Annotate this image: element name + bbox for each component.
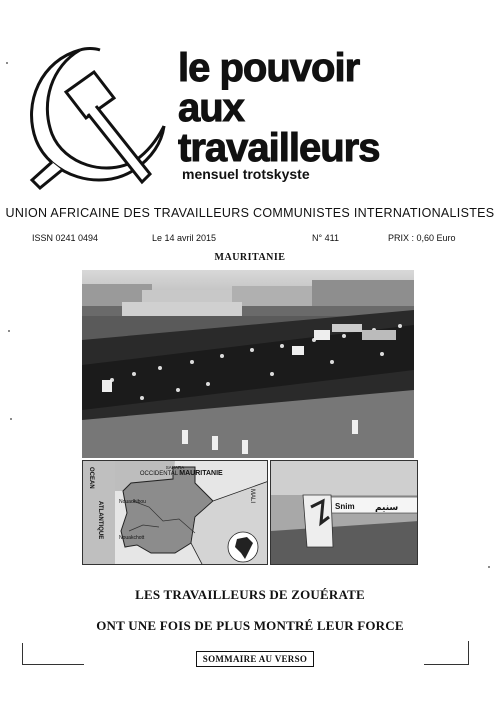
issn: ISSN 0241 0494 [32,233,99,243]
masthead-title-line3: travailleurs [178,126,380,170]
left-vertical-rule [22,643,23,665]
map-label-nouadhibou: Nouadhibou [119,499,146,505]
map-label-mauritanie: MAURITANIE [179,470,223,477]
masthead-title-line2: aux [178,86,244,130]
scan-speck [488,566,490,568]
right-vertical-rule [468,641,469,664]
issue-date: Le 14 avril 2015 [152,233,217,243]
hammer-sickle-logo [22,42,172,192]
snim-sign-latin: Snim [335,502,355,511]
issue-price: PRIX : 0,60 Euro [388,233,456,243]
scan-speck [10,418,12,420]
map-label-sahara: SAHARA [165,465,185,470]
map-label-nouakchott: Nouakchott [119,535,145,541]
issue-number: N° 411 [312,233,339,243]
right-horizontal-rule [424,664,469,665]
summary-box: SOMMAIRE AU VERSO [196,651,314,667]
section-title: MAURITANIE [214,252,286,263]
map-mauritania [82,460,268,565]
snim-sign-photo [270,460,418,565]
scan-speck [6,62,8,64]
headline-line2: ONT UNE FOIS DE PLUS MONTRÉ LEUR FORCE [96,618,404,633]
scan-speck [8,330,10,332]
masthead-subtitle: mensuel trotskyste [182,166,310,182]
crowd-photo [82,270,414,458]
map-label-ocean: OCEAN [88,467,94,489]
map-label-atlantique: ATLANTIQUE [97,501,103,540]
map-label-mali: MALI [249,489,255,504]
headline-line1: LES TRAVAILLEURS DE ZOUÉRATE [135,587,365,602]
snim-sign-arabic: سنيم [375,503,399,513]
organization-name: UNION AFRICAINE DES TRAVAILLEURS COMMUNISTES INTERNATIONALISTES [5,206,495,220]
left-horizontal-rule [22,664,84,665]
masthead-title-line1: le pouvoir [178,46,360,90]
map-label-occidental: OCCIDENTAL [139,471,179,477]
